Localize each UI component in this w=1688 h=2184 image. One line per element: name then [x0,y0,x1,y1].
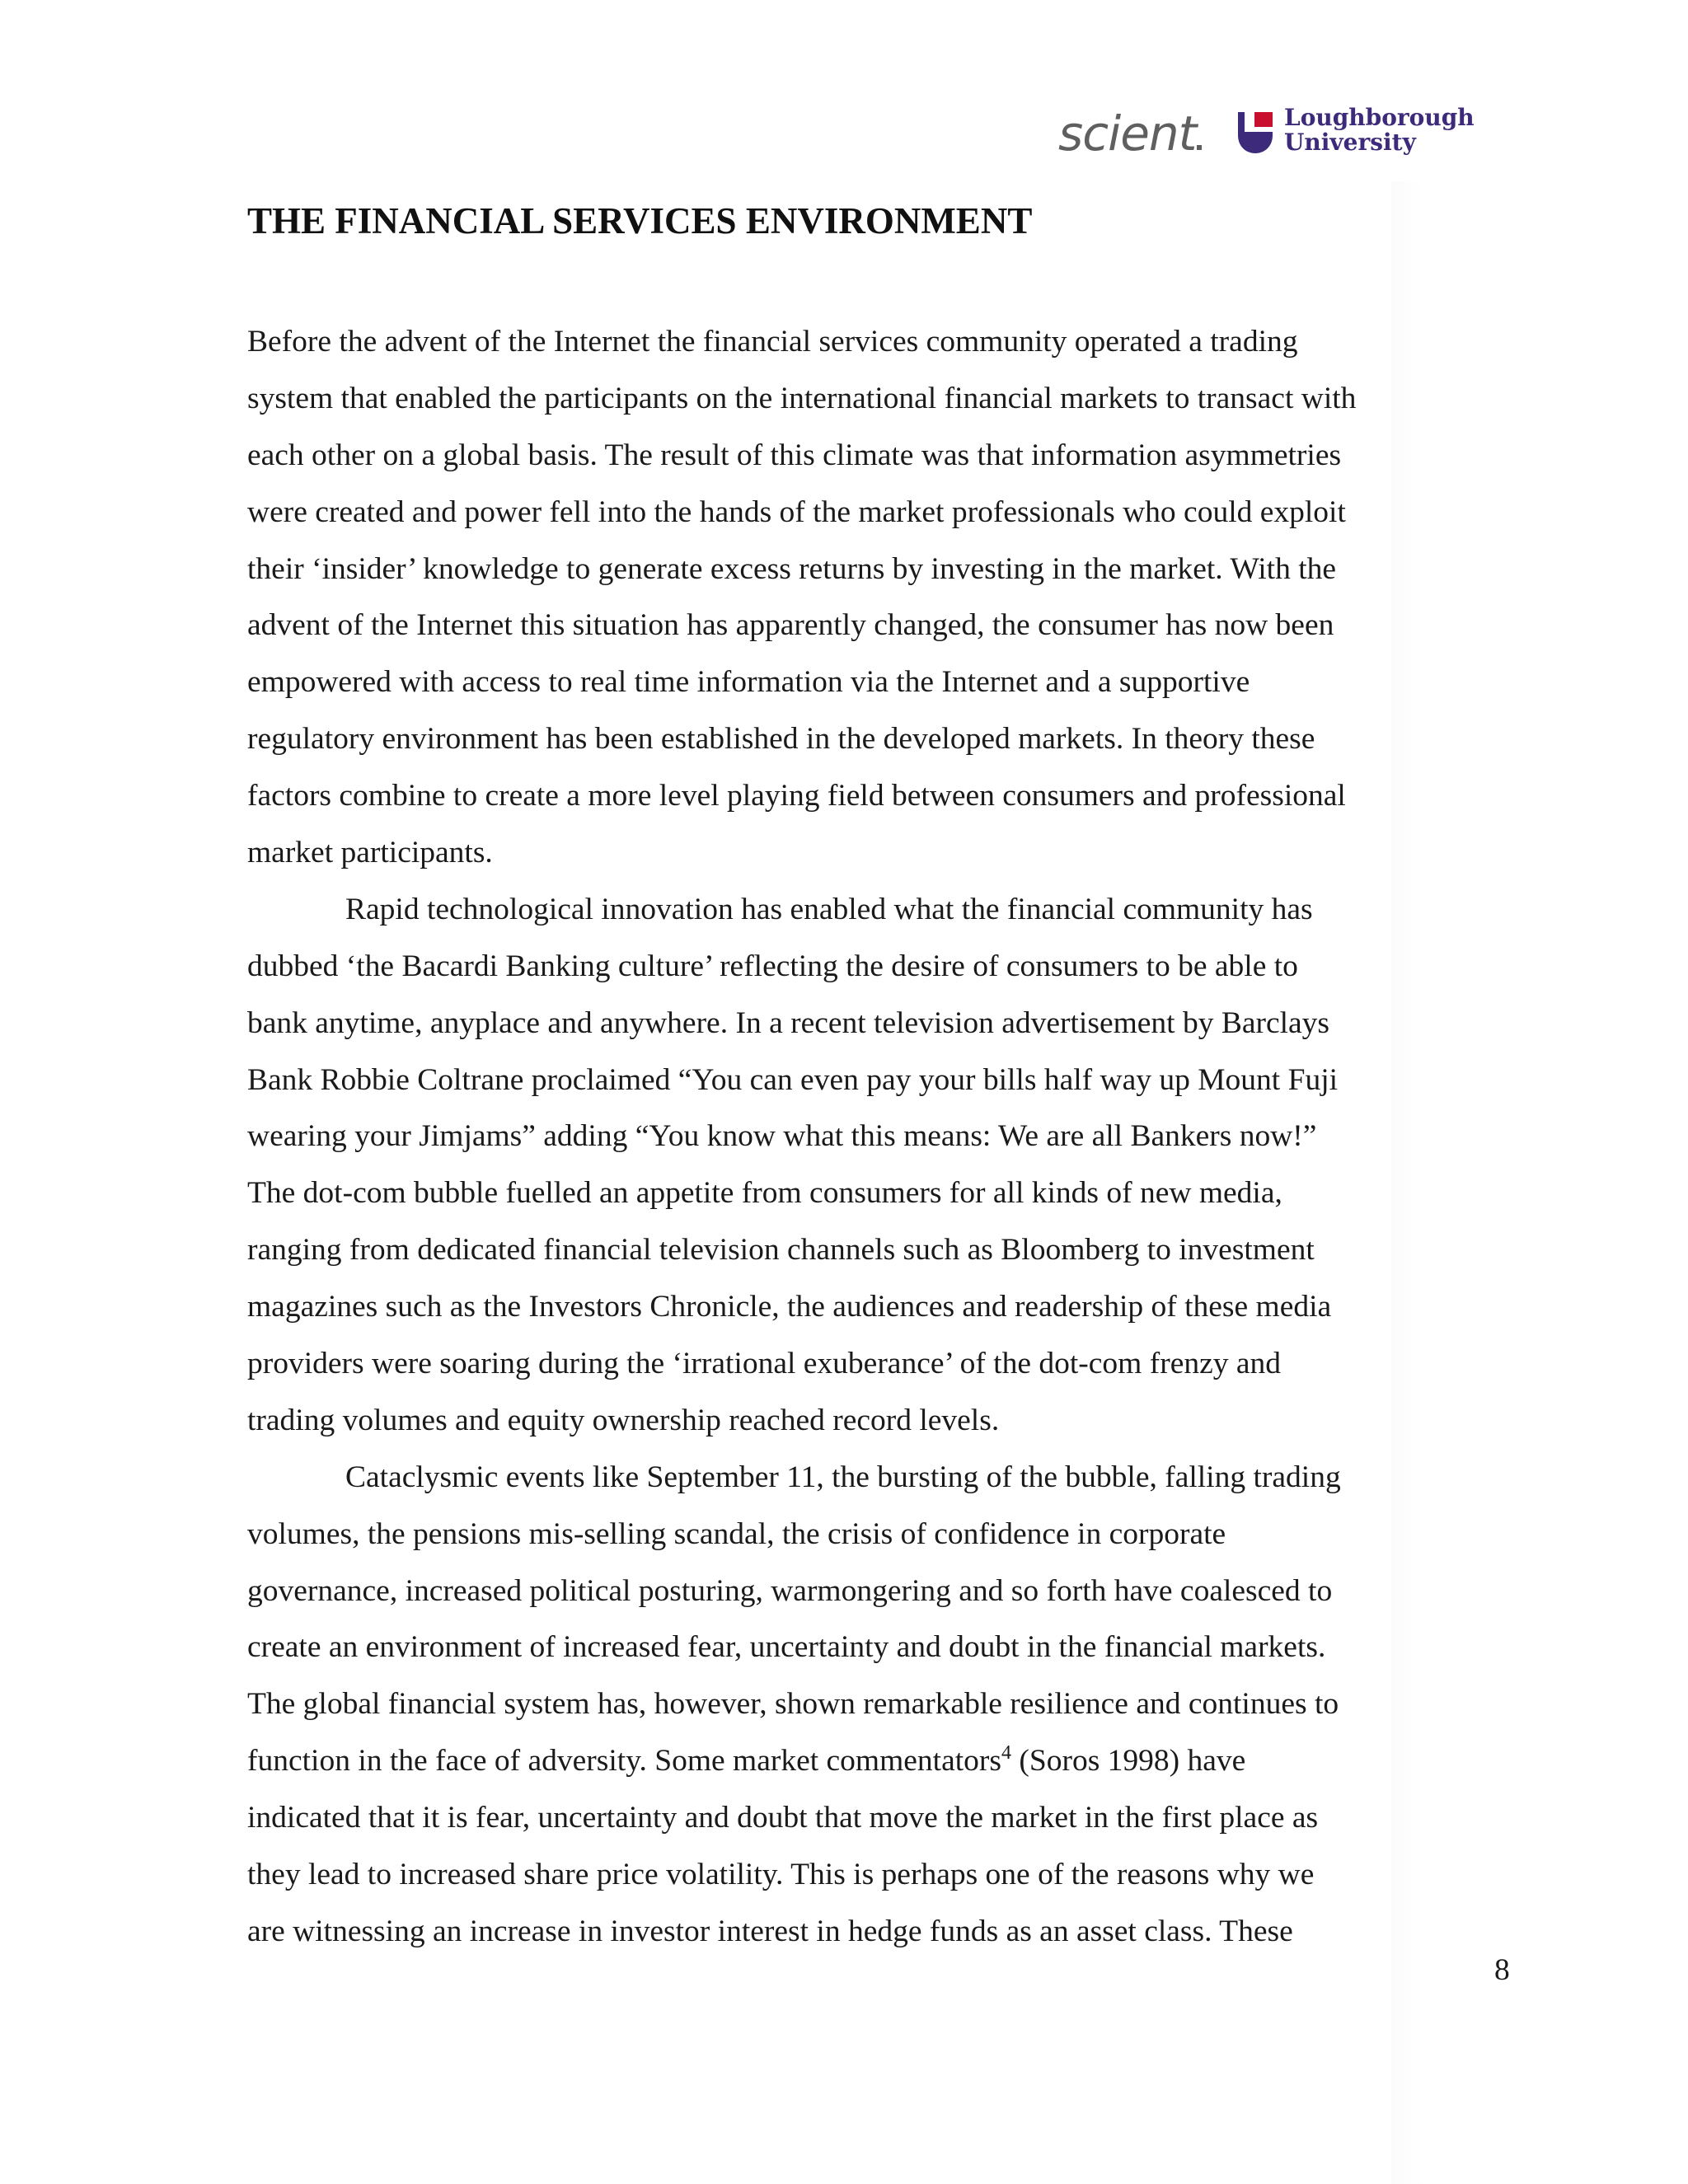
text-line: providers were soaring during the ‘irrational exuberance’ of the dot-com frenzy and [247,1347,1281,1381]
text-line: were created and power fell into the hands of the market professionals who could exploit [247,494,1346,529]
loughborough-shield-icon [1235,109,1276,155]
university-name [1284,105,1475,155]
text-line: The global financial system has, however, shown remarkable resilience and continues to [247,1687,1339,1722]
text-line: market participants. [247,836,493,870]
text-line-indented: Rapid technological innovation has enabled what the financial community has [345,892,1313,926]
text-line: regulatory environment has been established in the developed markets. In theory these [247,722,1315,757]
text-line: trading volumes and equity ownership reached record levels. [247,1403,1000,1437]
text-line: each other on a global basis. The result of this climate was that information asymmetries [247,438,1342,472]
university-name-line2: University [1284,129,1416,156]
text-line: Before the advent of the Internet the financial services community operated a trading [247,325,1298,359]
text-segment: function in the face of adversity. Some market commentators [247,1744,1001,1779]
text-line: ranging from dedicated financial television channels such as Bloomberg to investment [247,1233,1315,1268]
scient-logo [1057,107,1221,165]
text-line: magazines such as the Investors Chronicle, the audiences and readership of these media [247,1290,1332,1324]
text-line: governance, increased political posturing, warmongering and so forth have coalesced to [247,1573,1333,1608]
section-title: THE FINANCIAL SERVICES ENVIRONMENT [247,200,1033,241]
text-line: they lead to increased share price volatility. This is perhaps one of the reasons why we [247,1858,1315,1892]
text-line: volumes, the pensions mis-selling scandal, the crisis of confidence in corporate [247,1516,1226,1551]
text-line: system that enabled the participants on the international financial markets to transact with [247,381,1357,415]
page-number: 8 [1494,1953,1510,1987]
text-line-with-footnote [247,1733,1459,1790]
text-segment: (Soros 1998) have [1010,1744,1246,1779]
header-logos [1057,104,1475,163]
text-line: indicated that it is fear, uncertainty and doubt that move the market in the first place as [247,1801,1319,1835]
text-line: bank anytime, anyplace and anywhere. In a recent television advertisement by Barclays [247,1005,1330,1040]
text-line: advent of the Internet this situation has apparently changed, the consumer has now been [247,608,1334,643]
text-line: The dot-com bubble fuelled an appetite from consumers for all kinds of new media, [247,1176,1282,1211]
text-line: their ‘insider’ knowledge to generate excess returns by investing in the market. With the [247,551,1337,586]
body-text [247,314,1459,1961]
text-line-indented: Cataclysmic events like September 11, the bursting of the bubble, falling trading [345,1460,1341,1494]
text-line: Bank Robbie Coltrane proclaimed “You can even pay your bills half way up Mount Fuji [247,1062,1339,1097]
text-line: wearing your Jimjams” adding “You know what this means: We are all Bankers now!” [247,1119,1317,1154]
scient-logo-text: scient [1058,107,1197,162]
text-line: dubbed ‘the Bacardi Banking culture’ reflecting the desire of consumers to be able to [247,949,1298,983]
svg-text:scient [1058,107,1199,162]
text-line: empowered with access to real time information via the Internet and a supportive [247,665,1250,700]
university-name-line1: Loughborough [1284,104,1475,131]
text-line: are witnessing an increase in investor interest in hedge funds as an asset class. These [247,1914,1293,1948]
text-line: create an environment of increased fear, uncertainty and doubt in the financial markets. [247,1630,1326,1665]
text-line: factors combine to create a more level playing field between consumers and professional [247,779,1346,813]
footnote-reference[interactable]: 4 [1001,1742,1011,1765]
